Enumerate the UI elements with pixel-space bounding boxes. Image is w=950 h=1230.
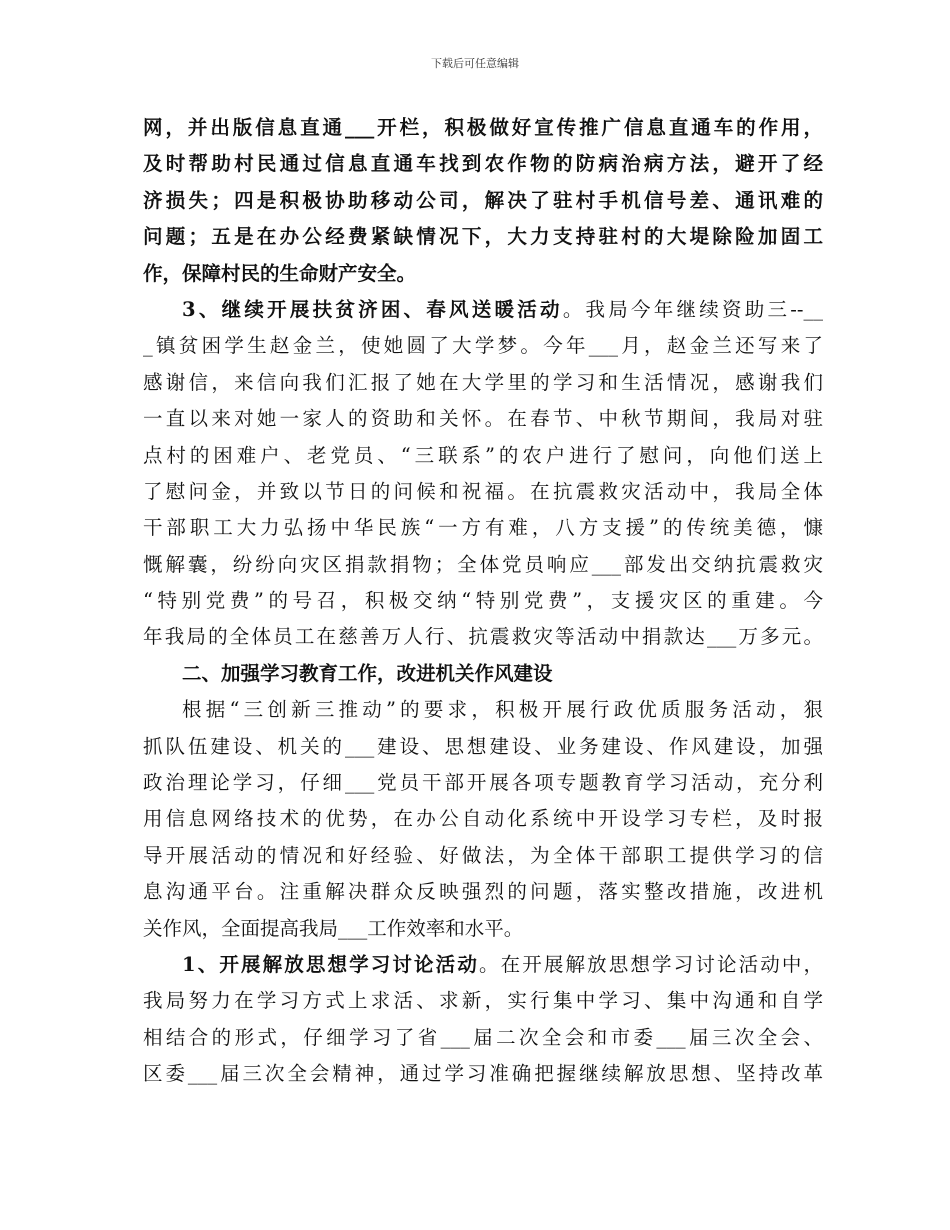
text-line bbox=[143, 146, 823, 182]
line-text: 。在开展解放思想学习讨论活动中， bbox=[478, 952, 823, 976]
text-line bbox=[143, 583, 823, 619]
line-text: 导开展活动的情况和好经验、好做法，为全体干部职工提供学习的信 bbox=[143, 843, 823, 867]
line-text: _镇贫困学生赵金兰，使她圆了大学梦。今年___月，赵金兰还写来了 bbox=[143, 334, 823, 358]
document-body bbox=[143, 110, 823, 1093]
line-text: 区委___届三次全会精神，通过学习准确把握继续解放思想、坚持改革 bbox=[143, 1062, 823, 1086]
line-text: 慨解囊，纷纷向灾区捐款捐物；全体党员响应___部发出交纳抗震救灾 bbox=[143, 552, 823, 576]
text-line bbox=[143, 183, 823, 219]
text-line bbox=[143, 1020, 823, 1056]
text-line bbox=[143, 838, 823, 874]
line-text: 关作风，全面提高我局___工作效率和水平。 bbox=[143, 916, 524, 940]
line-text: 息沟通平台。注重解决群众反映强烈的问题，落实整改措施，改进机 bbox=[143, 880, 823, 904]
line-text: 及时帮助村民通过信息直通车找到农作物的防病治病方法，避开了经 bbox=[143, 152, 823, 176]
line-text: 了慰问金，并致以节日的问候和祝福。在抗震救灾活动中，我局全体 bbox=[143, 479, 823, 503]
line-text: 感谢信，来信向我们汇报了她在大学里的学习和生活情况，感谢我们 bbox=[143, 370, 823, 394]
text-line bbox=[143, 729, 823, 765]
line-text: 二、加强学习教育工作，改进机关作风建设 bbox=[182, 661, 553, 685]
text-line bbox=[143, 947, 823, 983]
text-line bbox=[143, 619, 823, 655]
text-line bbox=[143, 765, 823, 801]
line-text: 点村的困难户、老党员、“三联系”的农户进行了慰问，向他们送上 bbox=[143, 443, 823, 467]
text-line bbox=[143, 256, 823, 292]
text-line bbox=[143, 510, 823, 546]
line-text: “特别党费”的号召，积极交纳“特别党费”，支援灾区的重建。今 bbox=[143, 589, 823, 613]
line-text: 根据“三创新三推动”的要求，积极开展行政优质服务活动，狠 bbox=[182, 698, 823, 722]
section-heading: 3、继续开展扶贫济困、春风送暖活动 bbox=[182, 297, 563, 321]
text-line bbox=[143, 911, 823, 947]
line-text: 年我局的全体员工在慈善万人行、抗震救灾等活动中捐款达___万多元。 bbox=[143, 625, 823, 649]
line-text: 用信息网络技术的优势，在办公自动化系统中开设学习专栏，及时报 bbox=[143, 807, 823, 831]
line-text: 一直以来对她一家人的资助和关怀。在春节、中秋节期间，我局对驻 bbox=[143, 407, 823, 431]
text-line bbox=[143, 874, 823, 910]
section-heading: 1、开展解放思想学习讨论活动 bbox=[182, 952, 479, 976]
text-line bbox=[143, 401, 823, 437]
line-text: 网，并出版信息直通___开栏，积极做好宣传推广信息直通车的作用， bbox=[143, 116, 823, 139]
line-text: 干部职工大力弘扬中华民族“一方有难，八方支援”的传统美德，慷 bbox=[143, 516, 823, 540]
text-line bbox=[143, 474, 823, 510]
text-line bbox=[143, 438, 823, 474]
text-line bbox=[143, 219, 823, 255]
text-line bbox=[143, 365, 823, 401]
line-text: 我局努力在学习方式上求活、求新，实行集中学习、集中沟通和自学 bbox=[143, 989, 823, 1013]
text-line bbox=[143, 801, 823, 837]
text-line bbox=[143, 656, 823, 692]
line-text: 作，保障村民的生命财产安全。 bbox=[143, 261, 417, 285]
page-header: 下载后可任意编辑 bbox=[431, 57, 519, 70]
line-text: 政治理论学习，仔细___党员干部开展各项专题教育学习活动，充分利 bbox=[143, 771, 823, 795]
text-line bbox=[143, 292, 823, 328]
text-line bbox=[143, 110, 823, 146]
line-text: 。我局今年继续资助三--__ bbox=[562, 297, 823, 321]
line-text: 相结合的形式，仔细学习了省___届二次全会和市委___届三次全会、 bbox=[143, 1025, 823, 1049]
text-line bbox=[143, 328, 823, 364]
text-line bbox=[143, 1056, 823, 1092]
text-line bbox=[143, 547, 823, 583]
line-text: 济损失；四是积极协助移动公司，解决了驻村手机信号差、通讯难的 bbox=[143, 188, 823, 212]
text-line bbox=[143, 983, 823, 1019]
line-text: 抓队伍建设、机关的___建设、思想建设、业务建设、作风建设，加强 bbox=[143, 734, 823, 758]
line-text: 问题；五是在办公经费紧缺情况下，大力支持驻村的大堤除险加固工 bbox=[143, 225, 823, 249]
text-line bbox=[143, 692, 823, 728]
